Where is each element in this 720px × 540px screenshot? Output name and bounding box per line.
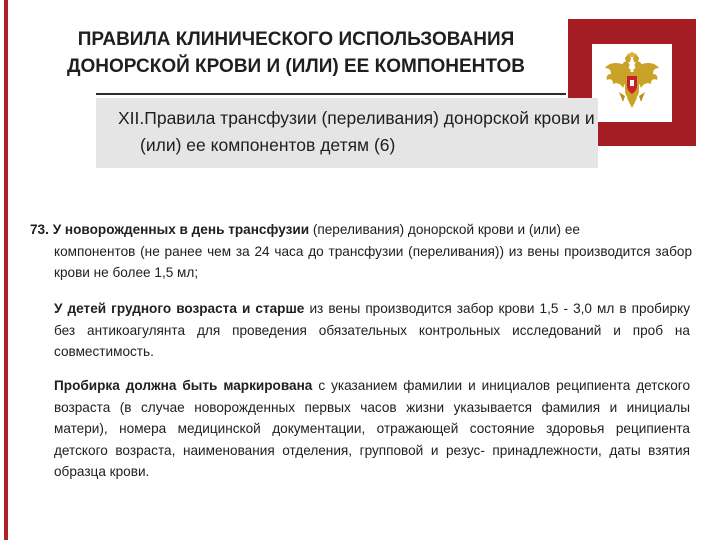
page-title bbox=[26, 26, 566, 80]
section-heading bbox=[118, 105, 598, 159]
section-heading-line-2: (или) ее компонентов детям (6) bbox=[140, 135, 396, 155]
paragraph-infants-text: из вены производится забор крови 1,5 - 3,0 мл в пробирку без антикоагулянта для проведения обязательных контрольных исследований и проб на совместимость. bbox=[54, 301, 691, 359]
paragraph-73-text-1: (переливания) донорской крови и (или) ее bbox=[309, 222, 580, 237]
paragraph-73 bbox=[30, 219, 692, 284]
paragraph-infants-bold: У детей грудного возраста и старше bbox=[54, 301, 305, 316]
paragraph-infants bbox=[54, 298, 690, 363]
title-line-1: ПРАВИЛА КЛИНИЧЕСКОГО ИСПОЛЬЗОВАНИЯ bbox=[77, 29, 515, 50]
paragraph-tube-bold: Пробирка должна быть маркирована bbox=[54, 378, 313, 393]
emblem-frame bbox=[592, 44, 672, 122]
paragraph-number: 73. bbox=[30, 222, 49, 237]
title-divider bbox=[96, 93, 566, 95]
paragraph-tube-text: с указанием фамилии и инициалов реципиента детского возраста (в случае новорожденных первых часов жизни указывается фамилия и инициалы матери), номера медицинской документации, отражающей состояние здоровья реципиента детского возраста, наименования отделения, групповой и резус- принадлежности, даты взятия образца крови. bbox=[54, 378, 691, 479]
paragraph-73-text-2: компонентов (не ранее чем за 24 часа до трансфузии (переливания)) из вены производится забор крови не более 1,5 мл; bbox=[54, 243, 692, 280]
section-heading-line-1: XII.Правила трансфузии (переливания) донорской крови и bbox=[118, 108, 595, 128]
double-headed-eagle-emblem-icon bbox=[601, 52, 663, 114]
paragraph-73-bold: У новорожденных в день трансфузии bbox=[52, 222, 310, 237]
paragraph-tube-labeling bbox=[54, 375, 690, 483]
title-line-2: ДОНОРСКОЙ КРОВИ И (ИЛИ) ЕЕ КОМПОНЕНТОВ bbox=[66, 56, 526, 77]
left-accent-bar bbox=[4, 0, 8, 540]
